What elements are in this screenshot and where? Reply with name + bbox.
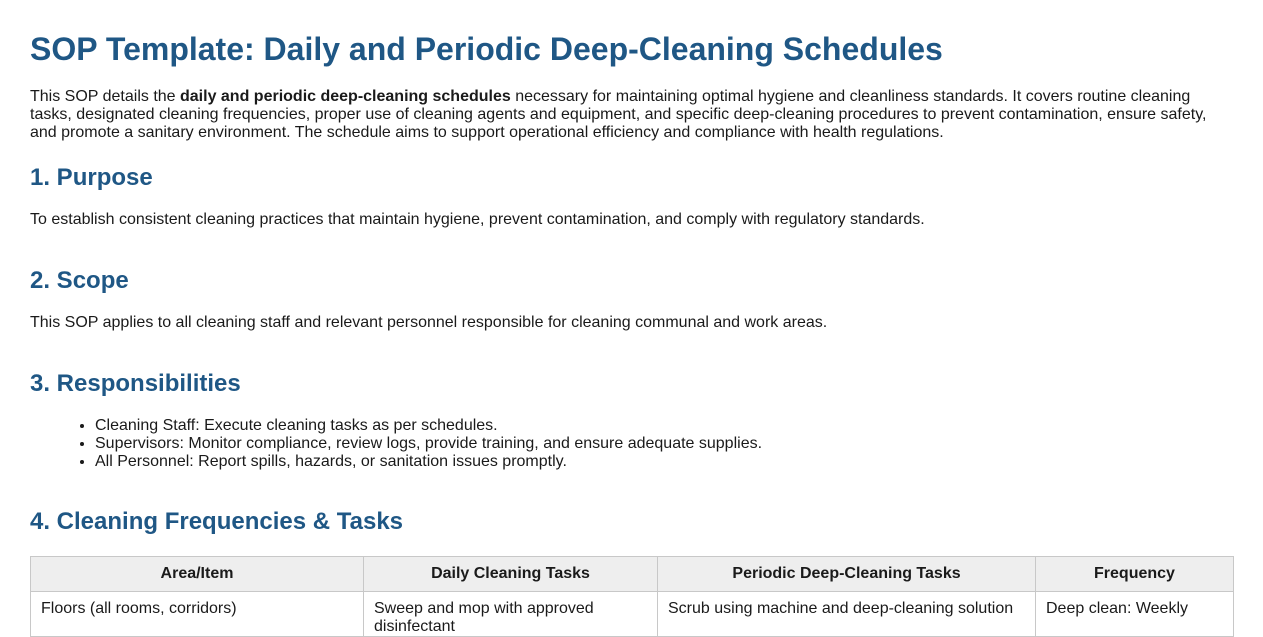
list-item: • All Personnel: Report spills, hazards, or sanitation issues promptly. <box>95 453 1233 471</box>
intro-paragraph <box>30 88 1233 142</box>
table-cell: Scrub using machine and deep-cleaning solution <box>658 592 1036 637</box>
table-row <box>31 592 1234 637</box>
column-header-daily: Daily Cleaning Tasks <box>364 557 658 592</box>
column-header-frequency: Frequency <box>1036 557 1234 592</box>
frequencies-heading: 4. Cleaning Frequencies & Tasks <box>30 508 404 535</box>
table-header-row <box>31 557 1234 592</box>
scope-heading: 2. Scope <box>30 267 129 294</box>
column-header-area: Area/Item <box>31 557 364 592</box>
page-title: SOP Template: Daily and Periodic Deep-Cleaning Schedules <box>30 31 943 67</box>
purpose-text: To establish consistent cleaning practices that maintain hygiene, prevent contamination, and comply with regulatory standards. <box>30 211 925 228</box>
list-item: • Supervisors: Monitor compliance, review logs, provide training, and ensure adequate supplies. <box>95 435 1233 453</box>
responsibilities-heading: 3. Responsibilities <box>30 370 241 397</box>
scope-text: This SOP applies to all cleaning staff and relevant personnel responsible for cleaning communal and work areas. <box>30 314 828 331</box>
table-cell: Deep clean: Weekly <box>1036 592 1234 637</box>
column-header-periodic: Periodic Deep-Cleaning Tasks <box>658 557 1036 592</box>
table-cell: Sweep and mop with approved disinfectant <box>364 592 658 637</box>
intro-text-after: necessary for maintaining optimal hygiene and cleanliness standards. It covers routine cleaning tasks, designated cleaning frequencies, proper use of cleaning agents and equipment, and specific deep-cleaning procedures to prevent contamination, ensure safety, and promote a sanitary environment. The schedule aims to support operational efficiency and compliance with health regulations. <box>30 88 1207 141</box>
cleaning-schedule-table <box>30 556 1234 637</box>
purpose-heading: 1. Purpose <box>30 164 153 191</box>
table-cell: Floors (all rooms, corridors) <box>31 592 364 637</box>
responsibilities-list <box>30 417 1233 471</box>
intro-text-before: This SOP details the <box>30 88 180 105</box>
list-item: • Cleaning Staff: Execute cleaning tasks as per schedules. <box>95 417 1233 435</box>
intro-text-bold: daily and periodic deep-cleaning schedules <box>180 88 511 105</box>
